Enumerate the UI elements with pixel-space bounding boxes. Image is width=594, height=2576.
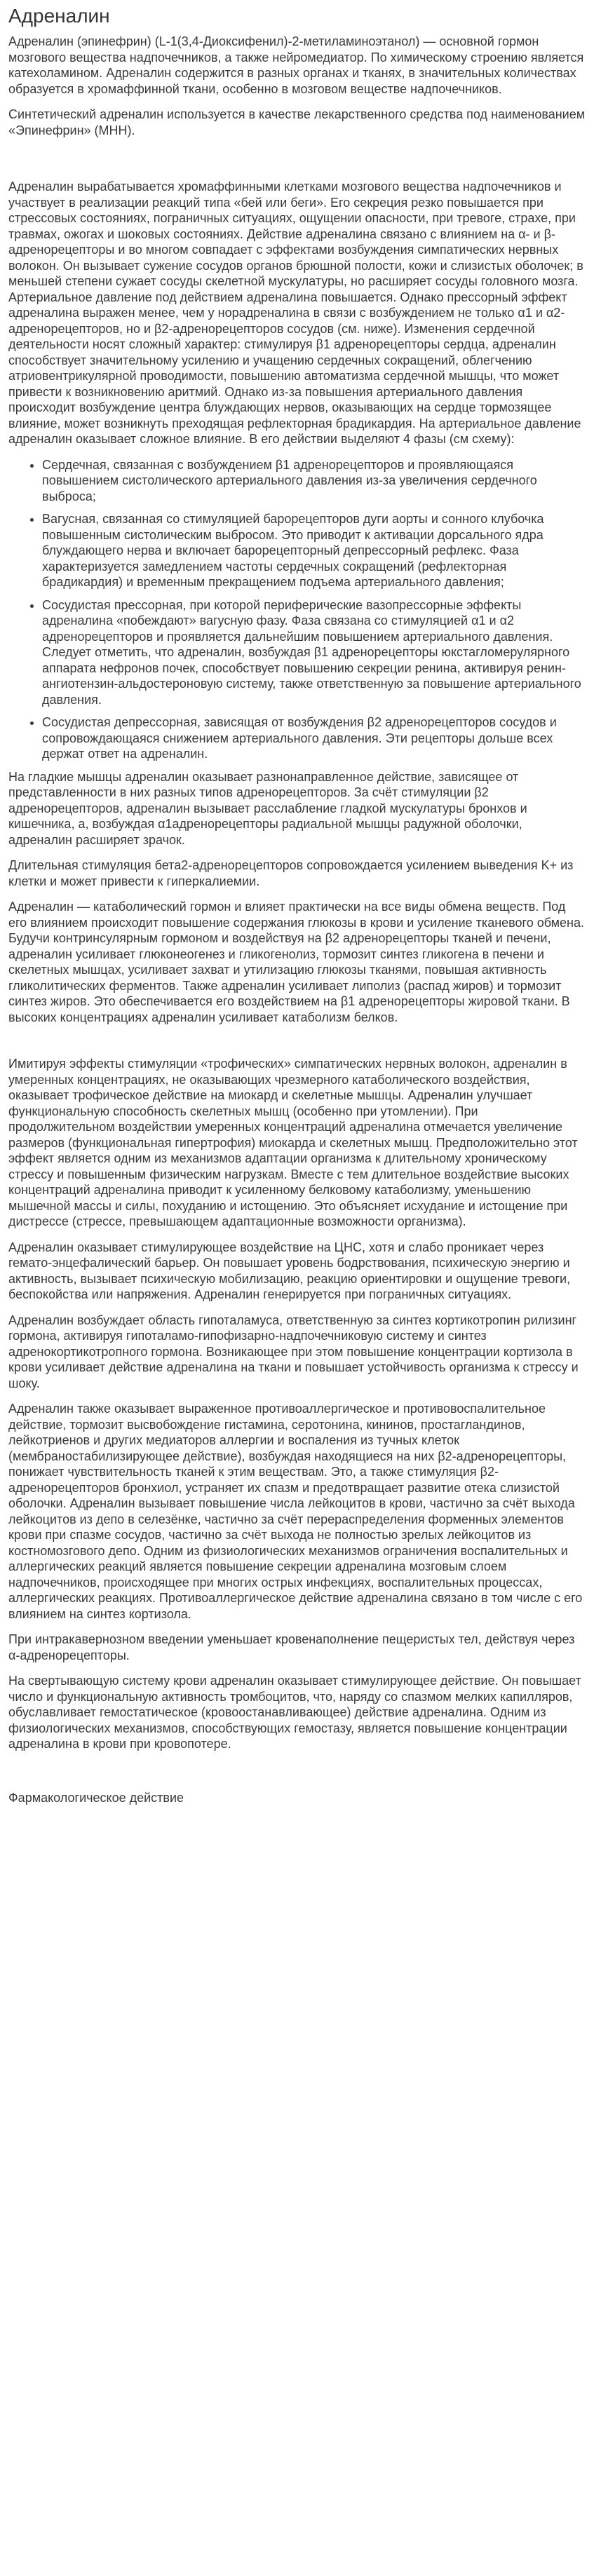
catabolic-paragraph: Адреналин — катаболический гормон и влияет практически на все виды обмена веществ. Под его влиянием происходит повышение содержания глюкозы в крови и усиление тканевого обмена. Будучи контринсулярным гормоном и воздействуя на β2 адренорецепторы тканей и печени, адреналин усиливает глюконеогенез и гликогенолиз, тормозит синтез гликогена в печени и скелетных мышцах, усиливает захват и утилизацию глюкозы тканями, повышая активность гликолитических ферментов. Также адреналин усиливает липолиз (распад жиров) и тормозит синтез жиров. Это обеспечивается его воздействием на β1 адренорецепторы жировой ткани. В высоких концентрациях адреналин усиливает катаболизм белков. bbox=[8, 900, 584, 1024]
production-paragraph: Адреналин вырабатывается хромаффинными клетками мозгового вещества надпочечников и участвует в реализации реакций типа «бей или беги». Его секреция резко повышается при стрессовых состояниях, пограничных ситуациях, ощущении опасности, при тревоге, страхе, при травмах, ожогах и шоковых состояниях. Действие адреналина связано с влиянием на α- и β-адренорецепторы и во многом совпадает с эффектами возбуждения симпатических нервных волокон. Он вызывает сужение сосудов органов брюшной полости, кожи и слизистых оболочек; в меньшей степени сужает сосуды скелетной мускулатуры, но расширяет сосуды головного мозга. Артериальное давление под действием адреналина повышается. Однако прессорный эффект адреналина выражен менее, чем у норадреналина в связи с возбуждением не только α1 и α2-адренорецепторов, но и β2-адренорецепторов сосудов (см. ниже). Изменения сердечной деятельности носят сложный характер: стимулируя β1 адренорецепторы сердца, адреналин способствует значительному усилению и учащению сердечных сокращений, облегчению атриовентрикулярной проводимости, повышению автоматизма сердечной мышцы, что может привести к возникновению аритмий. Однако из-за повышения артериального давления происходит возбуждение центра блуждающих нервов, оказывающих на сердце тормозящее влияние, может возникнуть преходящая рефлекторная брадикардия. На артериальное давление адреналин оказывает сложное влияние. В его действии выделяют 4 фазы (см схему): bbox=[8, 179, 583, 446]
trophic-paragraph: Имитируя эффекты стимуляции «трофических» симпатических нервных волокон, адреналин в умеренных концентрациях, не оказывающих чрезмерного катаболического воздействия, оказывает трофическое действие на миокард и скелетные мышцы. Адреналин улучшает функциональную способность скелетных мышц (особенно при утомлении). При продолжительном воздействии умеренных концентраций адреналина отмечается увеличение размеров (функциональная гипертрофия) миокарда и скелетных мышц. Предположительно этот эффект является одним из механизмов адаптации организма к длительному хроническому стрессу и повышенным физическим нагрузкам. Вместе с тем длительное воздействие высоких концентраций адреналина приводит к усиленному белковому катаболизму, уменьшению мышечной массы и силы, похуданию и истощению. Это объясняет исхудание и истощение при дистрессе (стрессе, превышающем адаптационные возможности организма). bbox=[8, 1057, 578, 1228]
antiallergic-paragraph: Адреналин также оказывает выраженное противоаллергическое и противовоспалительное действие, тормозит высвобождение гистамина, серотонина, кининов, простагландинов, лейкотриенов и других медиаторов аллергии и воспаления из тучных клеток (мембраностабилизирующее действие), возбуждая находящиеся на них β2-адренорецепторы, понижает чувствительность тканей к этим веществам. Это, а также стимуляция β2-адренорецепторов бронхиол, устраняет их спазм и предотвращает развитие отека слизистой оболочки. Адреналин вызывает повышение числа лейкоцитов в крови, частично за счёт выхода лейкоцитов из депо в селезёнке, частично за счёт перераспределения форменных элементов крови при спазме сосудов, частично за счёт выхода не полностью зрелых лейкоцитов из костномозгового депо. Одним из физиологических механизмов ограничения воспалительных и аллергических реакций является повышение секреции адреналина мозговым слоем надпочечников, происходящее при многих острых инфекциях, воспалительных процессах, аллергических реакциях. Противоаллергическое действие адреналина связано в том числе с его влиянием на синтез кортизола. bbox=[8, 1402, 583, 1621]
smooth-muscle-paragraph: На гладкие мышцы адреналин оказывает разнонаправленное действие, зависящее от представленности в них разных типов адренорецепторов. За счёт стимуляции β2 адренорецепторов, адреналин вызывает расслабление гладкой мускулатуры бронхов и кишечника, а, возбуждая α1адренорецепторы радиальной мышцы радужной оболочки, адреналин расширяет зрачок. bbox=[8, 769, 527, 847]
list-item: • Сердечная, связанная с возбуждением β1 адренорецепторов и проявляющаяся повышением систолического артериального давления из-за увеличения сердечного выброса; bbox=[42, 457, 587, 505]
list-item: • Вагусная, связанная со стимуляцией барорецепторов дуги аорты и сонного клубочка повышенным систолическим выбросом. Это приводит к активации дорсального ядра блуждающего нерва и включает барорецепторный депрессорный рефлекс. Фаза характеризуется замедлением частоты сердечных сокращений (рефлекторная брадикардия) и временным прекращением подъема артериального давления; bbox=[42, 511, 587, 590]
hypothalamus-paragraph: Адреналин возбуждает область гипоталамуса, ответственную за синтез кортикотропин рилизинг гормона, активируя гипоталамо-гипофизарно-надпочечниковую систему и синтез адренокортикотропного гормона. Возникающее при этом повышение концентрации кортизола в крови усиливает действие адреналина на ткани и повышает устойчивость организма к стрессу и шоку. bbox=[8, 1313, 579, 1390]
intro-paragraph: Адреналин (эпинефрин) (L-1(3,4-Диоксифенил)-2-метиламиноэтанол) — основной гормон мозгового вещества надпочечников, а также нейромедиатор. По химическому строению является катехоламином. Адреналин содержится в разных органах и тканях, в значительных количествах образуется в хромаффинной ткани, особенно в мозговом веществе надпочечников. bbox=[8, 34, 584, 96]
list-item: • Сосудистая прессорная, при которой периферические вазопрессорные эффекты адреналина «побеждают» вагусную фазу. Фаза связана со стимуляцией α1 и α2 адренорецепторов и проявляется дальнейшим повышением артериального давления. Следует отметить, что адреналин, возбуждая β1 адренорецепторы юкстагломерулярного аппарата нефронов почек, способствует повышению секреции ренина, активируя ренин-ангиотензин-альдостероновую систему, также ответственную за повышение артериального давления. bbox=[42, 597, 587, 708]
section-heading: Фармакологическое действие bbox=[8, 1790, 184, 1805]
cns-paragraph: Адреналин оказывает стимулирующее воздействие на ЦНС, хотя и слабо проникает через гемато-энцефалический барьер. Он повышает уровень бодрствования, психическую энергию и активность, вызывает психическую мобилизацию, реакцию ориентировки и ощущение тревоги, беспокойства или напряжения. Адреналин генерируется при пограничных ситуациях. bbox=[8, 1240, 571, 1301]
list-item: • Сосудистая депрессорная, зависящая от возбуждения β2 адренорецепторов сосудов и сопровождающаяся снижением артериального давления. Эти рецепторы дольше всех держат ответ на адреналин. bbox=[42, 714, 587, 762]
coagulation-paragraph: На свертывающую систему крови адреналин оказывает стимулирующее действие. Он повышает число и функциональную активность тромбоцитов, что, наряду со спазмом мелких капилляров, обуславливает гемостатическое (кровоостанавливающее) действие адреналина. Одним из физиологических механизмов, способствующих гемостазу, является повышение концентрации адреналина в крови при кровопотере. bbox=[8, 1674, 581, 1751]
synthetic-paragraph: Синтетический адреналин используется в качестве лекарственного средства под наименованием «Эпинефрин» (МНН). bbox=[8, 107, 586, 137]
page-title: Адреналин bbox=[8, 5, 110, 27]
phases-list bbox=[8, 457, 587, 762]
intracavernous-paragraph: При интракавернозном введении уменьшает кровенаполнение пещеристых тел, действуя через α-адренорецепторы. bbox=[8, 1632, 575, 1662]
hypokalemia-paragraph: Длительная стимуляция бета2-адренорецепторов сопровождается усилением выведения K+ из клетки и может привести к гиперкалиемии. bbox=[8, 858, 574, 888]
